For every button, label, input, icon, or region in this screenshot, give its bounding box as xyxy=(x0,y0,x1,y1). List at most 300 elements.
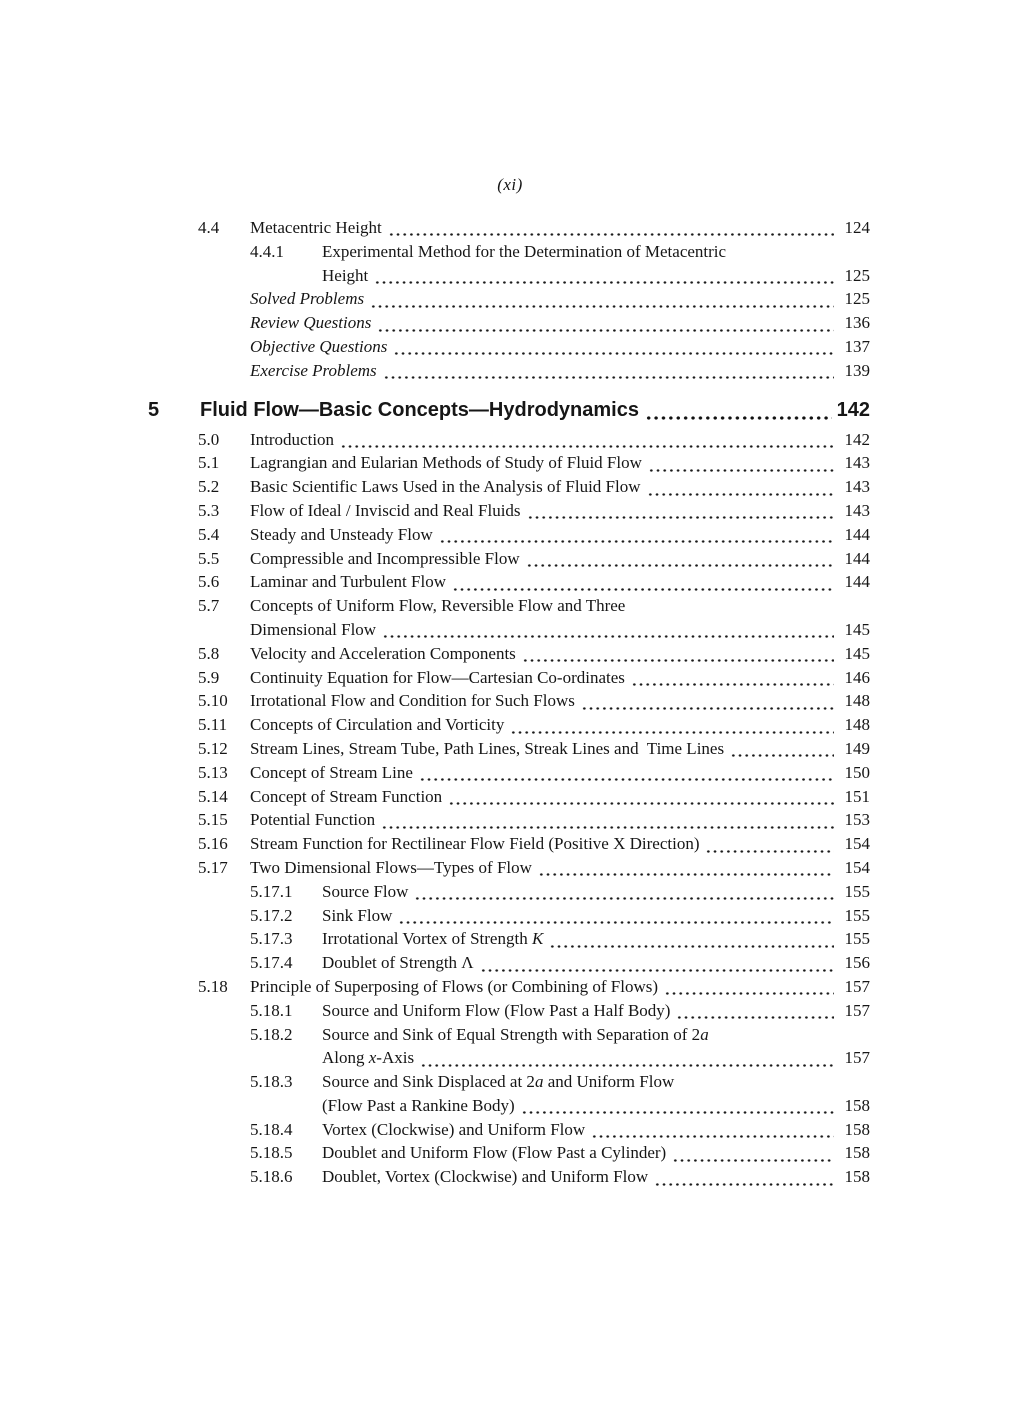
entry-body xyxy=(322,1070,870,1118)
entry-body xyxy=(250,713,870,737)
leader-dots xyxy=(630,672,834,689)
entry-body xyxy=(322,880,870,904)
entry-title xyxy=(250,570,446,594)
title-segment: Steady and Unsteady Flow xyxy=(250,524,433,544)
entry-body xyxy=(322,1165,870,1189)
entry-body xyxy=(322,904,870,928)
page-number: 149 xyxy=(844,738,870,758)
entry-number: 5.2 xyxy=(198,477,220,497)
toc-entry xyxy=(250,240,870,288)
entry-line xyxy=(322,1165,870,1189)
page-number: 125 xyxy=(844,289,870,309)
toc-entry xyxy=(198,666,870,690)
entry-title xyxy=(250,428,334,452)
entry-number: 5.8 xyxy=(198,643,220,663)
title-segment: Potential Function xyxy=(250,810,376,830)
leader-dots xyxy=(580,696,834,713)
toc-entry xyxy=(198,216,870,240)
entry-number: 4.4.1 xyxy=(250,241,284,261)
entry-title xyxy=(250,785,442,809)
entry-title xyxy=(322,1094,515,1118)
entry-number: 5 xyxy=(148,398,160,421)
title-segment: Source and Sink Displaced at 2 xyxy=(322,1072,535,1092)
leader-dots xyxy=(647,458,834,475)
toc-entry xyxy=(198,451,870,475)
entry-number: 5.18.2 xyxy=(250,1024,293,1044)
page-number: 143 xyxy=(844,500,870,520)
title-segment: a xyxy=(700,1024,709,1044)
entry-body xyxy=(250,335,870,359)
entry-line xyxy=(250,808,870,832)
entry-number: 5.12 xyxy=(198,738,228,758)
entry-title xyxy=(250,287,364,311)
entry-line xyxy=(250,451,870,475)
entry-title xyxy=(250,713,504,737)
entry-title xyxy=(250,689,575,713)
entry-line xyxy=(322,927,870,951)
title-segment: Metacentric Height xyxy=(250,218,382,237)
title-segment: Solved Problems xyxy=(250,289,365,309)
title-segment: Continuity Equation for Flow—Cartesian Co-ordinates xyxy=(250,667,625,687)
entry-line xyxy=(250,761,870,785)
title-segment: Two Dimensional Flows—Types of Flow xyxy=(250,857,532,877)
page-number: 155 xyxy=(844,929,870,949)
toc-entry xyxy=(198,499,870,523)
leader-dots xyxy=(339,434,834,451)
entry-body xyxy=(250,359,870,383)
entry-line xyxy=(322,1070,870,1094)
page-number: 157 xyxy=(844,1048,870,1068)
toc-entry xyxy=(250,999,870,1023)
entry-number: 5.4 xyxy=(198,524,220,544)
leader-dots xyxy=(663,982,834,999)
page-number: 144 xyxy=(844,548,870,568)
entry-line xyxy=(250,737,870,761)
entry-number: 5.6 xyxy=(198,572,220,592)
toc-entry xyxy=(250,1141,870,1165)
title-segment: Doublet, Vortex (Clockwise) and Uniform Flow xyxy=(322,1167,649,1187)
entry-title xyxy=(322,1046,414,1070)
entry-number: 5.17 xyxy=(198,857,228,877)
entry-number: 5.13 xyxy=(198,762,228,782)
entry-title xyxy=(322,240,726,264)
page-number: 154 xyxy=(844,857,870,877)
title-segment: Fluid Flow—Basic Concepts—Hydrodynamics xyxy=(200,398,639,421)
entry-body xyxy=(250,594,870,642)
entry-body xyxy=(250,856,870,880)
toc-entry xyxy=(198,689,870,713)
title-segment: Doublet and Uniform Flow (Flow Past a Cylinder) xyxy=(322,1143,667,1163)
entry-line xyxy=(322,904,870,928)
entry-body xyxy=(322,1023,870,1071)
leader-dots xyxy=(525,553,834,570)
entry-body xyxy=(250,499,870,523)
toc-entry xyxy=(198,856,870,880)
entry-title xyxy=(250,975,658,999)
toc-entry xyxy=(250,335,870,359)
entry-body xyxy=(250,808,870,832)
title-segment: Review Questions xyxy=(250,313,372,333)
leader-dots xyxy=(397,910,834,927)
title-segment: Objective Questions xyxy=(250,336,388,356)
entry-line xyxy=(322,264,870,288)
entry-body xyxy=(250,311,870,335)
entry-title xyxy=(322,1118,585,1142)
page-number: 139 xyxy=(844,360,870,380)
entry-number: 5.18.6 xyxy=(250,1167,293,1187)
entry-line xyxy=(250,594,870,618)
entry-title xyxy=(322,1165,648,1189)
title-segment: Velocity and Acceleration Components xyxy=(250,643,516,663)
toc-entry xyxy=(250,880,870,904)
entry-title xyxy=(250,475,641,499)
toc-entry xyxy=(198,475,870,499)
entry-body xyxy=(250,642,870,666)
entry-line xyxy=(322,1141,870,1165)
page-number: 156 xyxy=(844,953,870,973)
entry-number: 5.17.3 xyxy=(250,929,293,949)
entry-body xyxy=(250,428,870,452)
entry-title xyxy=(250,451,642,475)
entry-body xyxy=(322,1141,870,1165)
toc-entry xyxy=(198,761,870,785)
entry-line xyxy=(250,689,870,713)
page-number: 154 xyxy=(844,834,870,854)
page-number: 145 xyxy=(844,643,870,663)
page-number: 155 xyxy=(844,905,870,925)
entry-line xyxy=(250,475,870,499)
entry-number: 5.18.5 xyxy=(250,1143,293,1163)
entry-line xyxy=(250,785,870,809)
leader-dots xyxy=(381,625,834,642)
entry-number: 5.15 xyxy=(198,810,228,830)
entry-title xyxy=(322,880,408,904)
entry-line xyxy=(250,216,870,240)
entry-body xyxy=(250,287,870,311)
title-segment: Stream Lines, Stream Tube, Path Lines, Streak Lines and Time Lines xyxy=(250,738,725,758)
leader-dots xyxy=(387,223,834,240)
page-number: 151 xyxy=(844,786,870,806)
title-segment: Compressible and Incompressible Flow xyxy=(250,548,520,568)
title-segment: Concepts of Circulation and Vorticity xyxy=(250,715,505,735)
title-segment: Lagrangian and Eularian Methods of Study of Fluid Flow xyxy=(250,453,642,473)
leader-dots xyxy=(382,366,834,383)
title-segment: Concepts of Uniform Flow, Reversible Flow and Three xyxy=(250,596,626,616)
entry-body xyxy=(200,396,870,425)
entry-title xyxy=(322,1023,709,1047)
title-segment: Dimensional Flow xyxy=(250,619,377,639)
entry-line xyxy=(250,287,870,311)
toc-entry xyxy=(250,904,870,928)
entry-title xyxy=(250,311,371,335)
entry-number: 5.17.4 xyxy=(250,953,293,973)
entry-line xyxy=(322,240,870,264)
entry-title xyxy=(250,359,377,383)
entry-number: 5.18.3 xyxy=(250,1072,293,1092)
chapter-heading xyxy=(148,396,870,425)
leader-dots xyxy=(438,530,834,547)
entry-body xyxy=(250,666,870,690)
toc-entry xyxy=(198,785,870,809)
entry-body xyxy=(250,523,870,547)
title-segment: Concept of Stream Line xyxy=(250,762,413,782)
entry-title xyxy=(250,523,433,547)
title-segment: Irrotational Vortex of Strength xyxy=(322,929,532,949)
entry-number: 5.16 xyxy=(198,834,228,854)
toc-entry xyxy=(198,428,870,452)
entry-title xyxy=(250,737,724,761)
title-segment: K xyxy=(531,929,544,949)
leader-dots xyxy=(537,863,834,880)
entry-body xyxy=(250,761,870,785)
entry-line xyxy=(250,523,870,547)
entry-body xyxy=(250,547,870,571)
entry-body xyxy=(322,1118,870,1142)
title-segment: Experimental Method for the Determination of Metacentric xyxy=(322,241,727,261)
page-number: 136 xyxy=(844,313,870,333)
entry-title xyxy=(322,951,474,975)
entry-title xyxy=(250,335,387,359)
entry-body xyxy=(250,216,870,240)
entry-line xyxy=(250,547,870,571)
toc-entry xyxy=(250,1070,870,1118)
toc-entry xyxy=(250,359,870,383)
entry-line xyxy=(250,618,870,642)
entry-title xyxy=(250,547,520,571)
leader-dots xyxy=(447,791,834,808)
page-number: 148 xyxy=(844,691,870,711)
title-segment: Flow of Ideal / Inviscid and Real Fluids xyxy=(250,500,521,520)
title-segment: Stream Function for Rectilinear Flow Field (Positive X Direction) xyxy=(250,834,700,854)
toc-entry xyxy=(198,594,870,642)
page-number: 144 xyxy=(844,572,870,592)
leader-dots xyxy=(590,1124,834,1141)
leader-dots xyxy=(520,1101,834,1118)
entry-line xyxy=(250,975,870,999)
toc-entry xyxy=(250,1165,870,1189)
entry-number: 4.4 xyxy=(198,218,220,237)
title-segment: Basic Scientific Laws Used in the Analysis of Fluid Flow xyxy=(250,477,641,497)
title-segment: (Flow Past a Rankine Body) xyxy=(322,1095,515,1115)
entry-line xyxy=(250,570,870,594)
entry-title xyxy=(250,594,625,618)
page-number: 158 xyxy=(844,1095,870,1115)
leader-dots xyxy=(526,506,834,523)
entry-number: 5.10 xyxy=(198,691,228,711)
toc-entry xyxy=(250,287,870,311)
entry-line xyxy=(322,999,870,1023)
leader-dots xyxy=(548,934,834,951)
entry-body xyxy=(250,832,870,856)
leader-dots xyxy=(479,958,834,975)
entry-title xyxy=(250,808,375,832)
leader-dots xyxy=(451,577,834,594)
title-segment: Source and Sink of Equal Strength with Separation of 2 xyxy=(322,1024,701,1044)
entry-title xyxy=(250,832,699,856)
toc-entry xyxy=(198,642,870,666)
entry-title xyxy=(250,666,625,690)
page-number: 158 xyxy=(844,1119,870,1139)
page-number: 143 xyxy=(844,477,870,497)
page-number: 158 xyxy=(844,1143,870,1163)
entry-line xyxy=(322,880,870,904)
leader-dots xyxy=(653,1172,834,1189)
title-segment: Doublet of Strength Λ xyxy=(322,953,474,973)
entry-line xyxy=(322,1118,870,1142)
entry-number: 5.14 xyxy=(198,786,228,806)
entry-title xyxy=(322,927,543,951)
leader-dots xyxy=(646,482,835,499)
leader-dots xyxy=(418,768,834,785)
leader-dots xyxy=(419,1053,834,1070)
title-segment: and Uniform Flow xyxy=(543,1072,675,1092)
page-number: 145 xyxy=(844,619,870,639)
page-number: 155 xyxy=(844,881,870,901)
toc-entry xyxy=(198,570,870,594)
toc-entry xyxy=(250,927,870,951)
title-segment: Concept of Stream Function xyxy=(250,786,443,806)
entry-body xyxy=(250,570,870,594)
page-number: 125 xyxy=(844,265,870,285)
entry-number: 5.18.4 xyxy=(250,1119,293,1139)
title-segment: Principle of Superposing of Flows (or Combining of Flows) xyxy=(250,976,658,996)
entry-body xyxy=(250,475,870,499)
entry-title xyxy=(200,396,639,425)
entry-title xyxy=(322,904,392,928)
title-segment: Source Flow xyxy=(322,881,409,901)
entry-number: 5.18.1 xyxy=(250,1000,293,1020)
leader-dots xyxy=(376,318,834,335)
toc-entry xyxy=(198,547,870,571)
entry-body xyxy=(322,240,870,288)
entry-title xyxy=(322,1070,674,1094)
entry-title xyxy=(322,999,670,1023)
leader-dots xyxy=(704,839,834,856)
toc-entry xyxy=(250,1118,870,1142)
entry-body xyxy=(322,999,870,1023)
title-segment: Laminar and Turbulent Flow xyxy=(250,572,446,592)
toc-entry xyxy=(198,737,870,761)
entry-body xyxy=(322,927,870,951)
toc-entry xyxy=(198,523,870,547)
entry-number: 5.18 xyxy=(198,976,228,996)
entry-line xyxy=(250,832,870,856)
toc-entry xyxy=(250,311,870,335)
leader-dots xyxy=(373,270,834,287)
entry-title xyxy=(250,499,521,523)
leader-dots xyxy=(729,744,834,761)
leader-dots xyxy=(413,887,834,904)
entry-line xyxy=(250,856,870,880)
leader-dots xyxy=(521,649,834,666)
title-segment: x xyxy=(368,1048,377,1068)
entry-title xyxy=(250,216,382,240)
entry-number: 5.9 xyxy=(198,667,220,687)
title-segment: Source and Uniform Flow (Flow Past a Half Body) xyxy=(322,1000,671,1020)
entry-body xyxy=(322,951,870,975)
entry-body xyxy=(250,451,870,475)
entry-number: 5.5 xyxy=(198,548,220,568)
leader-dots xyxy=(369,294,834,311)
entry-line xyxy=(250,499,870,523)
entry-line xyxy=(250,311,870,335)
entry-body xyxy=(250,785,870,809)
entry-line xyxy=(322,951,870,975)
entry-number: 5.0 xyxy=(198,429,220,449)
entry-number: 5.3 xyxy=(198,500,220,520)
entry-line xyxy=(250,335,870,359)
entry-title xyxy=(250,761,413,785)
entry-number: 5.17.1 xyxy=(250,881,293,901)
page-number: 148 xyxy=(844,715,870,735)
entry-title xyxy=(322,264,368,288)
entry-body xyxy=(250,689,870,713)
entry-title xyxy=(250,856,532,880)
leader-dots xyxy=(509,720,834,737)
toc-entry xyxy=(198,832,870,856)
entry-line xyxy=(322,1046,870,1070)
toc-entry xyxy=(198,808,870,832)
entry-title xyxy=(250,618,376,642)
page-number: 150 xyxy=(844,762,870,782)
title-segment: a xyxy=(534,1072,544,1092)
title-segment: Irrotational Flow and Condition for Such Flows xyxy=(250,691,575,711)
title-segment: Vortex (Clockwise) and Uniform Flow xyxy=(322,1119,586,1139)
title-segment: Height xyxy=(322,265,369,285)
page-number: 157 xyxy=(844,976,870,996)
title-segment: Introduction xyxy=(250,429,335,449)
page-number: 144 xyxy=(844,524,870,544)
entry-number: 5.1 xyxy=(198,453,220,473)
page-number: 142 xyxy=(836,398,870,421)
entry-line xyxy=(322,1023,870,1047)
page-number: 142 xyxy=(844,429,870,449)
entry-number: 5.7 xyxy=(198,596,220,616)
page-number-header: (xi) xyxy=(497,175,523,194)
title-segment: Along xyxy=(322,1048,369,1068)
toc-entry xyxy=(250,951,870,975)
page-number: 158 xyxy=(844,1167,870,1187)
page-number: 124 xyxy=(844,218,870,237)
entry-title xyxy=(322,1141,666,1165)
leader-dots xyxy=(644,405,832,425)
entry-body xyxy=(250,975,870,999)
toc-list xyxy=(0,216,1020,1189)
entry-line xyxy=(250,713,870,737)
toc-entry xyxy=(250,1023,870,1071)
page-number: 157 xyxy=(844,1000,870,1020)
page-number: 143 xyxy=(844,453,870,473)
leader-dots xyxy=(392,342,834,359)
entry-number: 5.11 xyxy=(198,715,228,735)
entry-line xyxy=(250,642,870,666)
entry-line xyxy=(250,359,870,383)
title-segment: -Axis xyxy=(376,1048,415,1068)
title-segment: Sink Flow xyxy=(322,905,393,925)
leader-dots xyxy=(380,815,834,832)
leader-dots xyxy=(675,1006,834,1023)
page-number: 146 xyxy=(844,667,870,687)
entry-body xyxy=(250,737,870,761)
entry-line xyxy=(322,1094,870,1118)
title-segment: Exercise Problems xyxy=(250,360,377,380)
entry-line xyxy=(250,666,870,690)
page-number: 153 xyxy=(844,810,870,830)
entry-number: 5.17.2 xyxy=(250,905,293,925)
toc-entry xyxy=(198,975,870,999)
toc-entry xyxy=(198,713,870,737)
entry-line xyxy=(250,428,870,452)
